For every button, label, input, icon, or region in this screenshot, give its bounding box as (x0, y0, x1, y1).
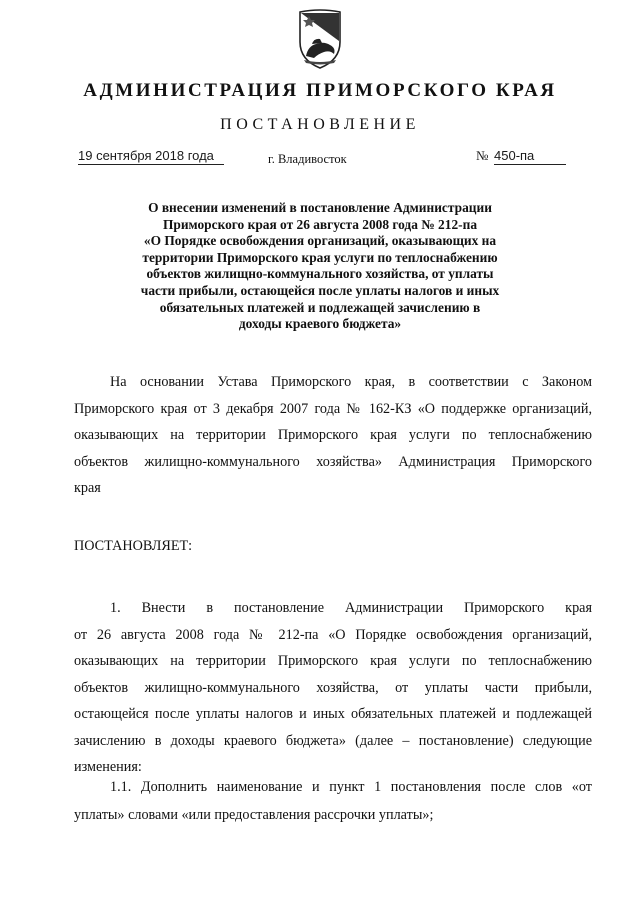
paragraph-line: изменения: (74, 759, 142, 775)
item-1-1-paragraph (74, 773, 592, 829)
document-city: г. Владивосток (268, 152, 347, 166)
paragraph-line: объектов жилищно-коммунального хозяйства, от уплаты части прибыли, (74, 679, 592, 696)
item-1-paragraph (74, 595, 592, 781)
paragraph-line: края (74, 480, 101, 496)
decree-heading: ПОСТАНОВЛЯЕТ: (74, 538, 193, 554)
subject-line: Приморского края от 26 августа 2008 года № 212-па (162, 216, 478, 232)
paragraph-line: уплаты» словами «или предоставления рассрочки уплаты»; (74, 807, 434, 823)
paragraph-line: 1. Внести в постановление Администрации Приморского края (110, 600, 592, 616)
document-number: 450-па (494, 148, 566, 165)
paragraph-line: 1.1. Дополнить наименование и пункт 1 постановления после слов «от (110, 779, 592, 795)
paragraph-line: зачислению в доходы краевого бюджета» (далее – постановление) следующие (74, 732, 592, 749)
subject-line: части прибыли, остающейся после уплаты налогов и иных (140, 282, 500, 298)
basis-paragraph (74, 369, 592, 502)
document-type: ПОСТАНОВЛЕНИЕ (220, 116, 420, 133)
document-date: 19 сентября 2018 года (78, 148, 224, 165)
subject-line: доходы краевого бюджета» (238, 316, 402, 332)
subject-line: «О Порядке освобождения организаций, оказывающих на (143, 233, 497, 249)
document-subject (90, 200, 550, 333)
organization-title: АДМИНИСТРАЦИЯ ПРИМОРСКОГО КРАЯ (83, 80, 557, 101)
paragraph-line: объектов жилищно-коммунального хозяйства» Администрация Приморского (74, 453, 592, 470)
paragraph-line: оказывающих на территории Приморского края услуги по теплоснабжению (74, 653, 592, 669)
paragraph-line: остающейся после уплаты налогов и иных обязательных платежей и подлежащей (74, 706, 592, 722)
number-label: № (476, 148, 489, 163)
paragraph-line: оказывающих на территории Приморского края услуги по теплоснабжению (74, 427, 592, 443)
paragraph-line: На основании Устава Приморского края, в соответствии с Законом (110, 374, 592, 390)
subject-line: объектов жилищно-коммунального хозяйства, от уплаты (146, 266, 494, 282)
paragraph-line: Приморского края от 3 декабря 2007 года № 162-КЗ «О поддержке организаций, (74, 400, 592, 417)
coat-of-arms-icon (294, 8, 346, 70)
subject-line: обязательных платежей и подлежащей зачислению в (159, 299, 481, 315)
paragraph-line: от 26 августа 2008 года № 212-па «О Порядке освобождения организаций, (74, 626, 592, 643)
subject-line: территории Приморского края услуги по теплоснабжению (142, 249, 498, 265)
subject-line: О внесении изменений в постановление Администрации (148, 200, 492, 215)
